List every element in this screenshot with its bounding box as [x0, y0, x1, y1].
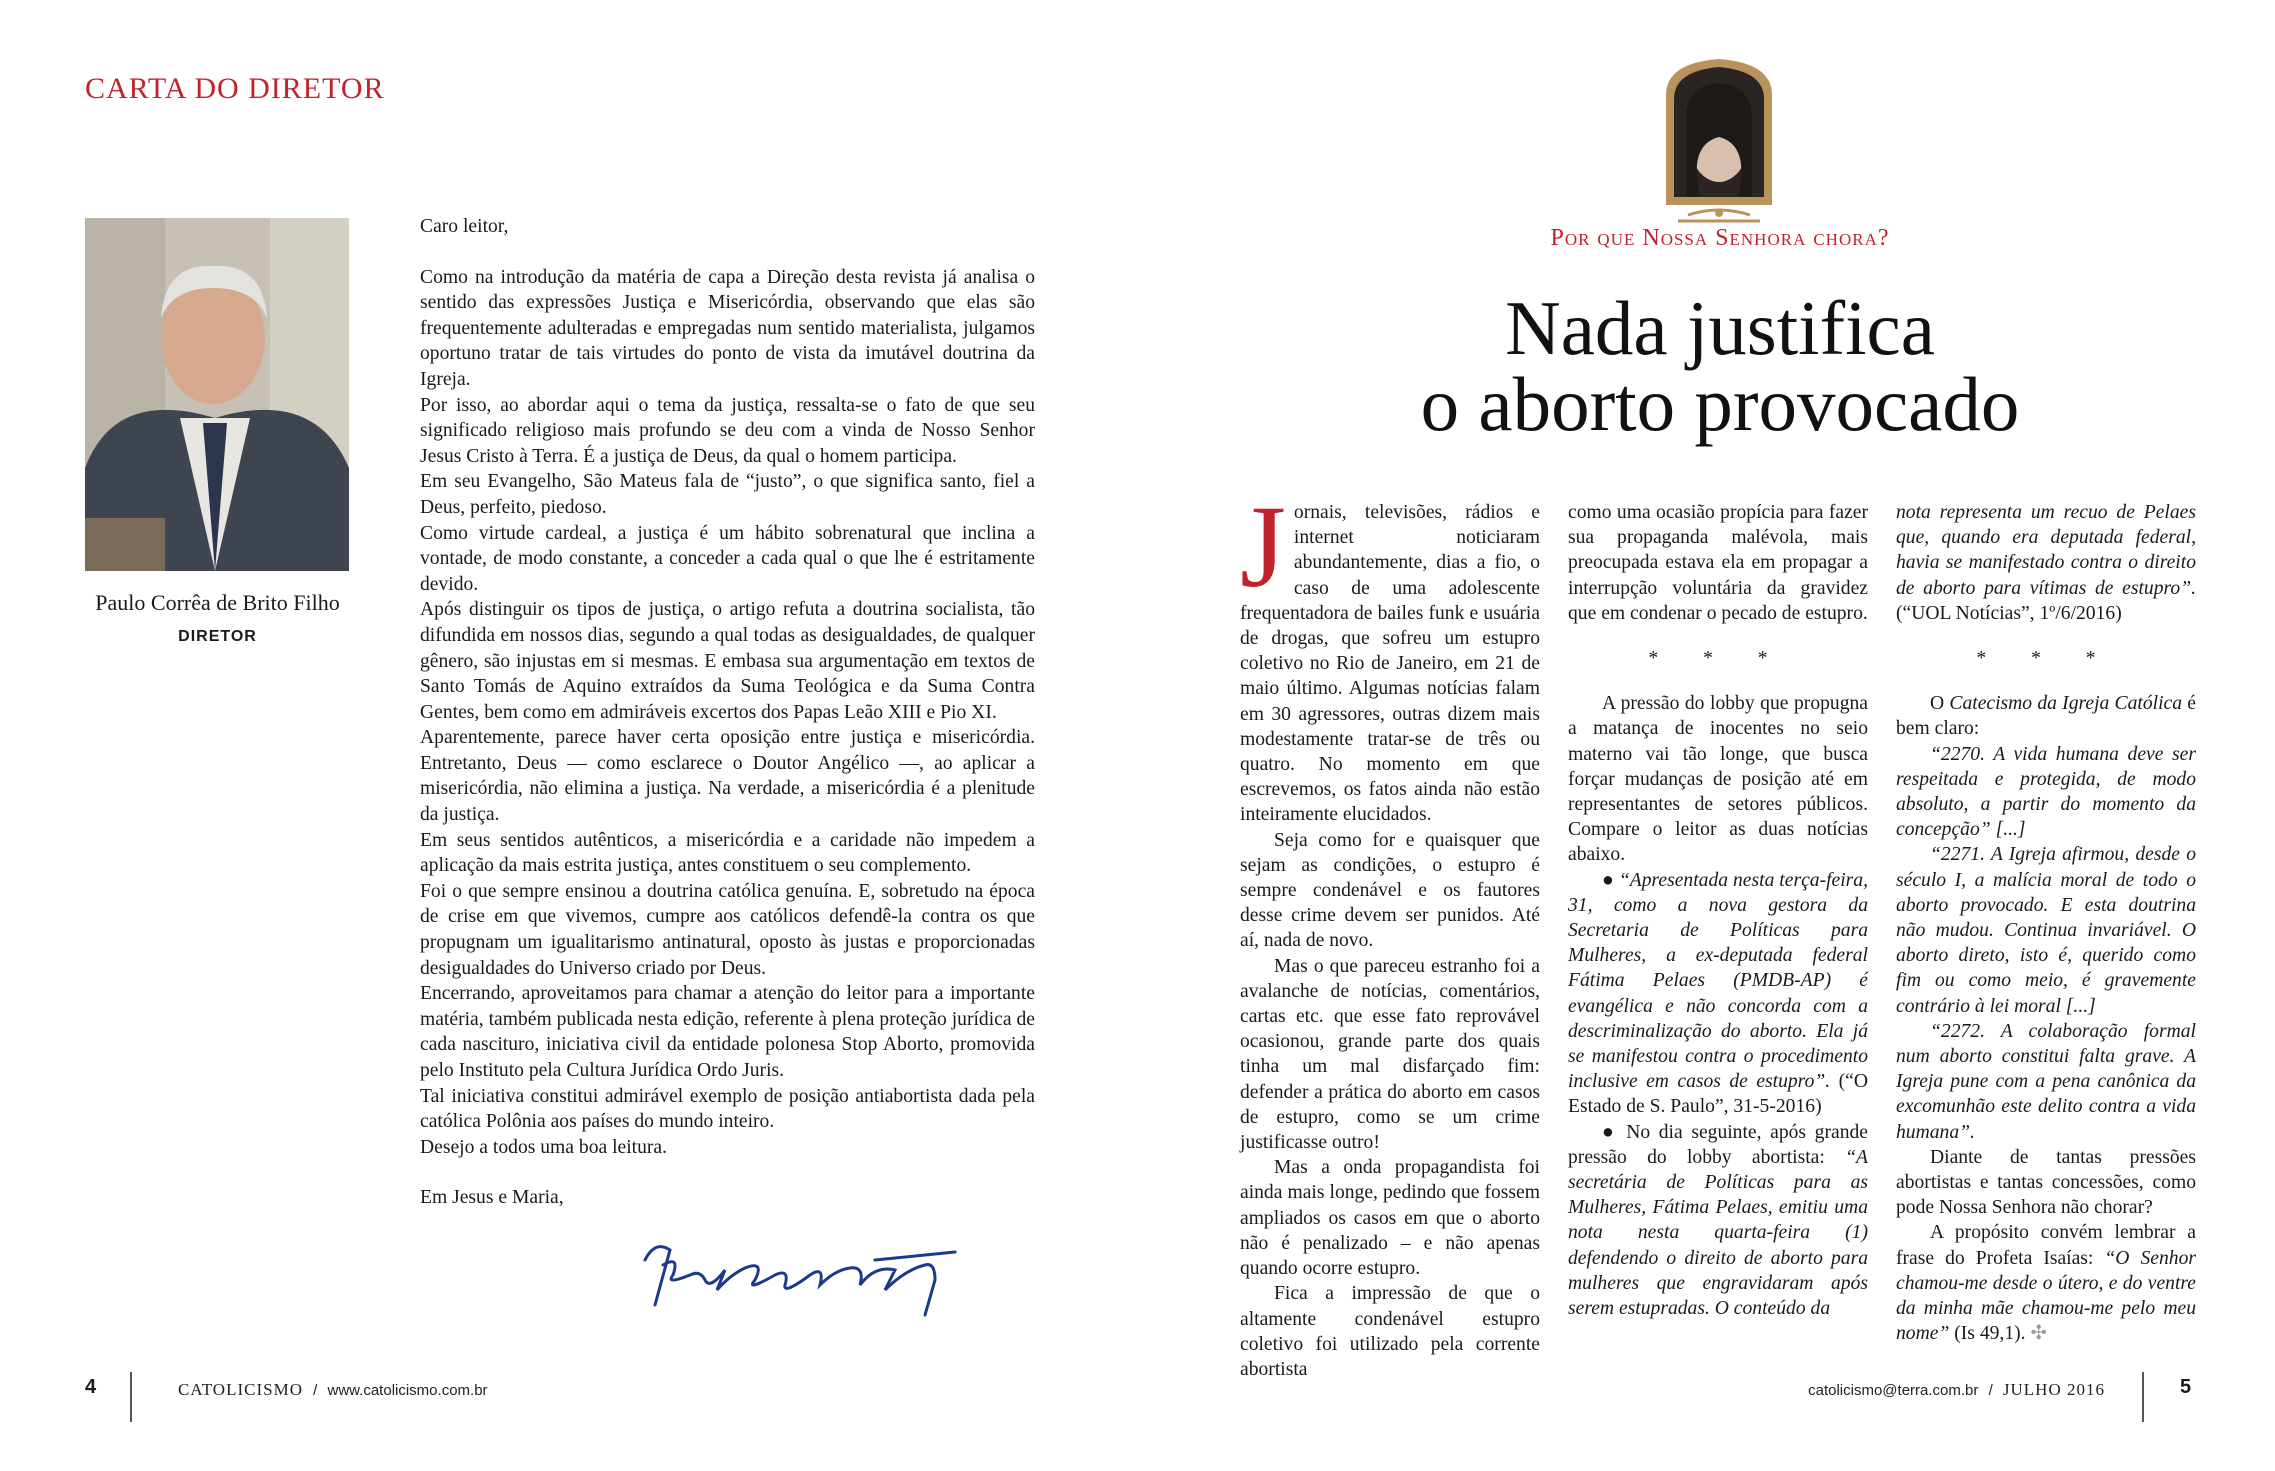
section-title: CARTA DO DIRETOR [85, 72, 385, 105]
footer-issue: JULHO 2016 [2002, 1380, 2105, 1399]
column-paragraph: A pressão do lobby que propugna a matança de inocentes no seio materno vai tão longe, que busca forçar mudanças de posição até em representantes de setores públicos. Compare o leitor as duas notícias abaixo. [1568, 693, 1868, 866]
headline [1300, 285, 2140, 447]
column-paragraph: como uma ocasião propícia para fazer sua propaganda malévola, mais preocupada estava ela em propagar a interrupção voluntária da gravidez que em condenar o pecado de estupro. [1568, 502, 1868, 624]
headline-line-1: Nada justifica [1505, 285, 1935, 371]
page-number-right: 5 [2180, 1376, 2192, 1398]
letter-paragraph: Encerrando, aproveitamos para chamar a atenção do leitor para a importante matéria, também publicada nesta edição, referente à plena proteção jurídica de cada nascituro, iniciativa civil da entidade polonesa Stop Aborto, promovida pelo Instituto pela Cultura Jurídica Ordo Juris. [420, 983, 1035, 1081]
isaiah-quote: “O Senhor chamou-me desde o útero, e do ventre da minha mãe chamou-me pelo meu nome” [1896, 1247, 2196, 1345]
bullet-icon: ● [1602, 869, 1619, 891]
drop-cap: J [1240, 481, 1286, 612]
letter-paragraph: Por isso, ao abordar aqui o tema da justiça, ressalta-se o fato de que seu significado religioso mais profundo se deu com a vinda de Nosso Senhor Jesus Cristo à Terra. É a justiça de Deus, da qual o homem participa. [420, 394, 1035, 467]
letter-paragraph: Em seu Evangelho, São Mateus fala de “justo”, o que significa santo, fiel a Deus, perfeito, piedoso. [420, 471, 1035, 518]
footer-email: catolicismo@terra.com.br [1808, 1382, 1979, 1399]
author-role: DIRETOR [178, 628, 257, 645]
letter-paragraph: Após distinguir os tipos de justiça, o artigo refuta a doutrina socialista, tão difundida em nossos dias, segundo a qual todas as desigualdades, de qualquer gênero, são injustas em si mesmas. E embasa sua argumentação em textos de Santo Tomás de Aquino extraídos da Suma Teológica e da Suma Contra Gentes, bem como em admiráveis excertos dos Papas Leão XIII e Pio XI. [420, 599, 1035, 723]
catechism-lead: O [1930, 693, 1945, 715]
letter-paragraph: Desejo a todos uma boa leitura. [420, 1136, 668, 1158]
letter-paragraph: Tal iniciativa constitui admirável exemplo de posição antiabortista dada pela católica Polônia aos países do mundo inteiro. [420, 1085, 1035, 1133]
author-name: Paulo Corrêa de Brito Filho [95, 590, 340, 615]
news-source: (“UOL Notícias”, 1º/6/2016) [1896, 602, 2122, 624]
column-paragraph: Diante de tantas pressões abortistas e tantas concessões, como pode Nossa Senhora não chorar? [1896, 1146, 2196, 1219]
footer-separator: / [313, 1382, 318, 1399]
footer-website: www.catolicismo.com.br [327, 1382, 488, 1399]
kicker: Por que Nossa Senhora chora? [1550, 225, 1890, 251]
section-break-stars: * * * [1976, 648, 2116, 670]
letter-paragraph: Como virtude cardeal, a justiça é um hábito sobrenatural que inclina a vontade, de modo constante, a conceder a cada qual o que lhe é estritamente devido. [420, 522, 1035, 595]
footer-separator: / [1988, 1382, 1993, 1399]
bullet-icon: ● [1602, 1121, 1627, 1143]
article-column-3 [1896, 500, 2196, 1347]
catechism-quote: “2270. A vida humana deve ser respeitada e protegida, de modo absoluto, a partir do momento da concepção” [...] [1896, 743, 2196, 841]
article-column-1 [1240, 481, 1540, 1382]
footer-divider [130, 1372, 132, 1422]
catechism-title: Catecismo da Igreja Católica [1949, 693, 2183, 715]
news-quote: “A secretária de Políticas para as Mulheres, Fátima Pelaes, emitiu uma nota nesta quarta-feira (1) defendendo o direito de aborto para mulheres que engravidaram após serem estupradas. O conteúdo da [1568, 1146, 1868, 1320]
footer-divider [2142, 1372, 2144, 1422]
author-photo [85, 218, 349, 571]
catechism-quote: “2272. A colaboração formal num aborto constitui falta grave. A Igreja pune com a pena canônica da excomunhão este delito contra a vida humana”. [1896, 1020, 2196, 1143]
isaiah-source: (Is 49,1). [1954, 1323, 2026, 1345]
virgin-mary-medallion [1658, 55, 1780, 227]
catechism-quote: “2271. A Igreja afirmou, desde o século I, a malícia moral de todo o aborto provocado. E esta doutrina não mudou. Continua invariável. O aborto direto, isto é, querido como fim ou como meio, é gravemente contrário à lei moral [...] [1896, 844, 2196, 1017]
column-paragraph: Mas a onda propagandista foi ainda mais longe, pedindo que fossem ampliados os casos em que o aborto não é penalizado – e não apenas quando ocorre estupro. [1240, 1157, 1540, 1280]
section-break-stars: * * * [1648, 648, 1788, 670]
footer-right [1800, 1380, 2105, 1400]
isaiah-lead: A propósito convém lembrar a frase do Profeta Isaías: [1896, 1222, 2196, 1269]
letter-salutation: Caro leitor, [420, 216, 509, 237]
column-paragraph: ornais, televisões, rádios e internet noticiaram abundantemente, dias a fio, o caso de uma adolescente frequentadora de bailes funk e usuária de drogas, que sofreu um estupro coletivo no Rio de Janeiro, em 21 de maio último. Algumas notícias falam em 30 agressores, outras dizem mais modestamente tratar-se de três ou quatro. No momento em que escrevemos, os fatos ainda não estão inteiramente elucidados. [1240, 502, 1540, 826]
article-column-2 [1568, 500, 1868, 1321]
news-source: (“O Estado de S. Paulo”, 31-5-2016) [1568, 1071, 1868, 1118]
letter-paragraph: Aparentemente, parece haver certa oposição entre justiça e misericórdia. Entretanto, Deus — como esclarece o Doutor Angélico —, ao aplicar a misericórdia, não elimina a justiça. Na verdade, a misericórdia é a plenitude da justiça. [420, 727, 1035, 826]
news-quote: “Apresentada nesta terça-feira, 31, como a nova gestora da Secretaria de Políticas para Mulheres, a ex-deputada federal Fátima Pelaes (PMDB-AP) é evangélica e não concorda com a descriminalização do aborto. Ela já se manifestou contra o procedimento inclusive em casos de estupro”. [1568, 869, 1869, 1093]
catechism-tail: é bem claro: [1896, 693, 2196, 740]
signature [635, 1230, 985, 1320]
letter-paragraph: Como na introdução da matéria de capa a Direção desta revista já analisa o sentido das expressões Justiça e Misericórdia, observando que elas são frequentemente adulteradas e empregadas num sentido materialista, julgamos oportuno tratar de tais virtudes do ponto de vista da imutável doutrina da Igreja. [420, 266, 1035, 390]
column-paragraph: Seja como for e quaisquer que sejam as condições, o estupro é sempre condenável e os fautores desse crime devem ser punidos. Até aí, nada de novo. [1240, 829, 1540, 952]
footer-magazine: CATOLICISMO [178, 1380, 303, 1399]
page-number-left: 4 [85, 1376, 97, 1398]
column-paragraph: Fica a impressão de que o altamente condenável estupro coletivo foi utilizado pela corrente abortista [1240, 1283, 1540, 1380]
column-paragraph: Mas o que pareceu estranho foi a avalanche de notícias, comentários, cartas etc. que esse fato reprovável ocasionou, grande parte dos quais tinha um mal disfarçado fim: defender a prática do aborto em casos de estupro, como se um crime justificasse outro! [1240, 955, 1540, 1154]
letter-paragraph: Em seus sentidos autênticos, a misericórdia e a caridade não impedem a aplicação da mais estrita justiça, antes constituem o seu complemento. [420, 829, 1035, 877]
news-item-1 [1568, 868, 1868, 1120]
end-mark-icon: ✣ [2030, 1323, 2047, 1345]
news-intro: No dia seguinte, após grande pressão do lobby abortista: [1568, 1121, 1868, 1168]
headline-line-2: o aborto provocado [1420, 361, 2020, 447]
footer-left [178, 1380, 488, 1400]
letter-body [420, 214, 1035, 1211]
news-item-2 [1568, 1120, 1868, 1322]
letter-closing: Em Jesus e Maria, [420, 1187, 564, 1209]
letter-paragraph: Foi o que sempre ensinou a doutrina católica genuína. E, sobretudo na época de crise em que vivemos, cumpre aos católicos defendê-la contra os que propugnam um igualitarismo antinatural, oposto às justas e proporcionadas desigualdades do Universo criado por Deus. [420, 880, 1035, 979]
news-quote: nota representa um recuo de Pelaes que, quando era deputada federal, havia se manifestado contra o direito de aborto para vítimas de estupro”. [1896, 502, 2196, 599]
